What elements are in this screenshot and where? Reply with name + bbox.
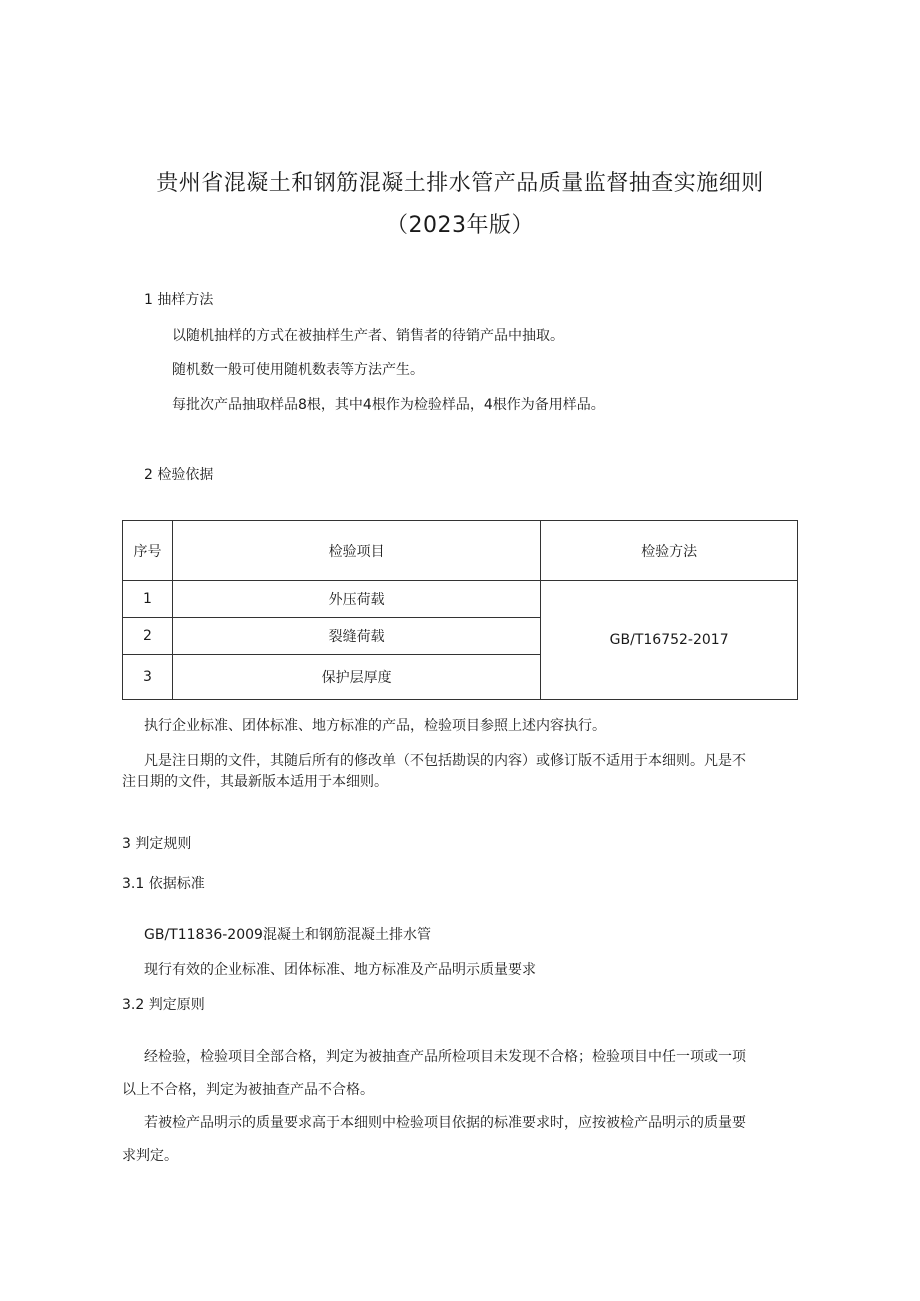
section-2-note: 执行企业标准、团体标准、地方标准的产品，检验项目参照上述内容执行。 (144, 718, 606, 734)
row-item: 外压荷载 (172, 581, 540, 618)
row-no: 3 (123, 655, 173, 700)
document-edition: （2023年版） (386, 213, 534, 238)
row-no: 2 (123, 618, 173, 655)
standard-item: 现行有效的企业标准、团体标准、地方标准及产品明示质量要求 (144, 962, 536, 978)
table-header-row (123, 521, 798, 581)
section-1-heading: 1 抽样方法 (144, 292, 214, 308)
principle-line: 经检验，检验项目全部合格，判定为被抽查产品所检项目未发现不合格；检验项目中任一项或一项 (144, 1049, 746, 1065)
standard-item: GB/T11836-2009混凝土和钢筋混凝土排水管 (144, 927, 431, 943)
method-cell: GB/T16752-2017 (541, 581, 798, 700)
header-method: 检验方法 (541, 521, 798, 581)
section-1-paragraph: 以随机抽样的方式在被抽样生产者、销售者的待销产品中抽取。 (172, 328, 564, 344)
section-1-paragraph: 随机数一般可使用随机数表等方法产生。 (172, 362, 424, 378)
section-2-heading: 2 检验依据 (144, 467, 214, 483)
principle-line: 若被检产品明示的质量要求高于本细则中检验项目依据的标准要求时，应按被检产品明示的质量要 (144, 1115, 746, 1131)
header-no: 序号 (123, 521, 173, 581)
table-row (123, 581, 798, 618)
section-2-note-line: 注日期的文件，其最新版本适用于本细则。 (122, 774, 388, 790)
inspection-table (122, 520, 798, 700)
principle-line: 以上不合格，判定为被抽查产品不合格。 (122, 1082, 374, 1098)
row-item: 裂缝荷载 (172, 618, 540, 655)
section-3-heading: 3 判定规则 (122, 836, 192, 852)
principle-line: 求判定。 (122, 1148, 178, 1164)
row-no: 1 (123, 581, 173, 618)
row-item: 保护层厚度 (172, 655, 540, 700)
header-item: 检验项目 (172, 521, 540, 581)
section-1-paragraph: 每批次产品抽取样品8根，其中4根作为检验样品，4根作为备用样品。 (172, 397, 605, 413)
document-title: 贵州省混凝土和钢筋混凝土排水管产品质量监督抽查实施细则 (156, 171, 764, 196)
section-2-note-line: 凡是注日期的文件，其随后所有的修改单（不包括勘误的内容）或修订版不适用于本细则。凡是不 (144, 753, 746, 769)
section-3-2-heading: 3.2 判定原则 (122, 997, 205, 1013)
section-3-1-heading: 3.1 依据标准 (122, 876, 205, 892)
